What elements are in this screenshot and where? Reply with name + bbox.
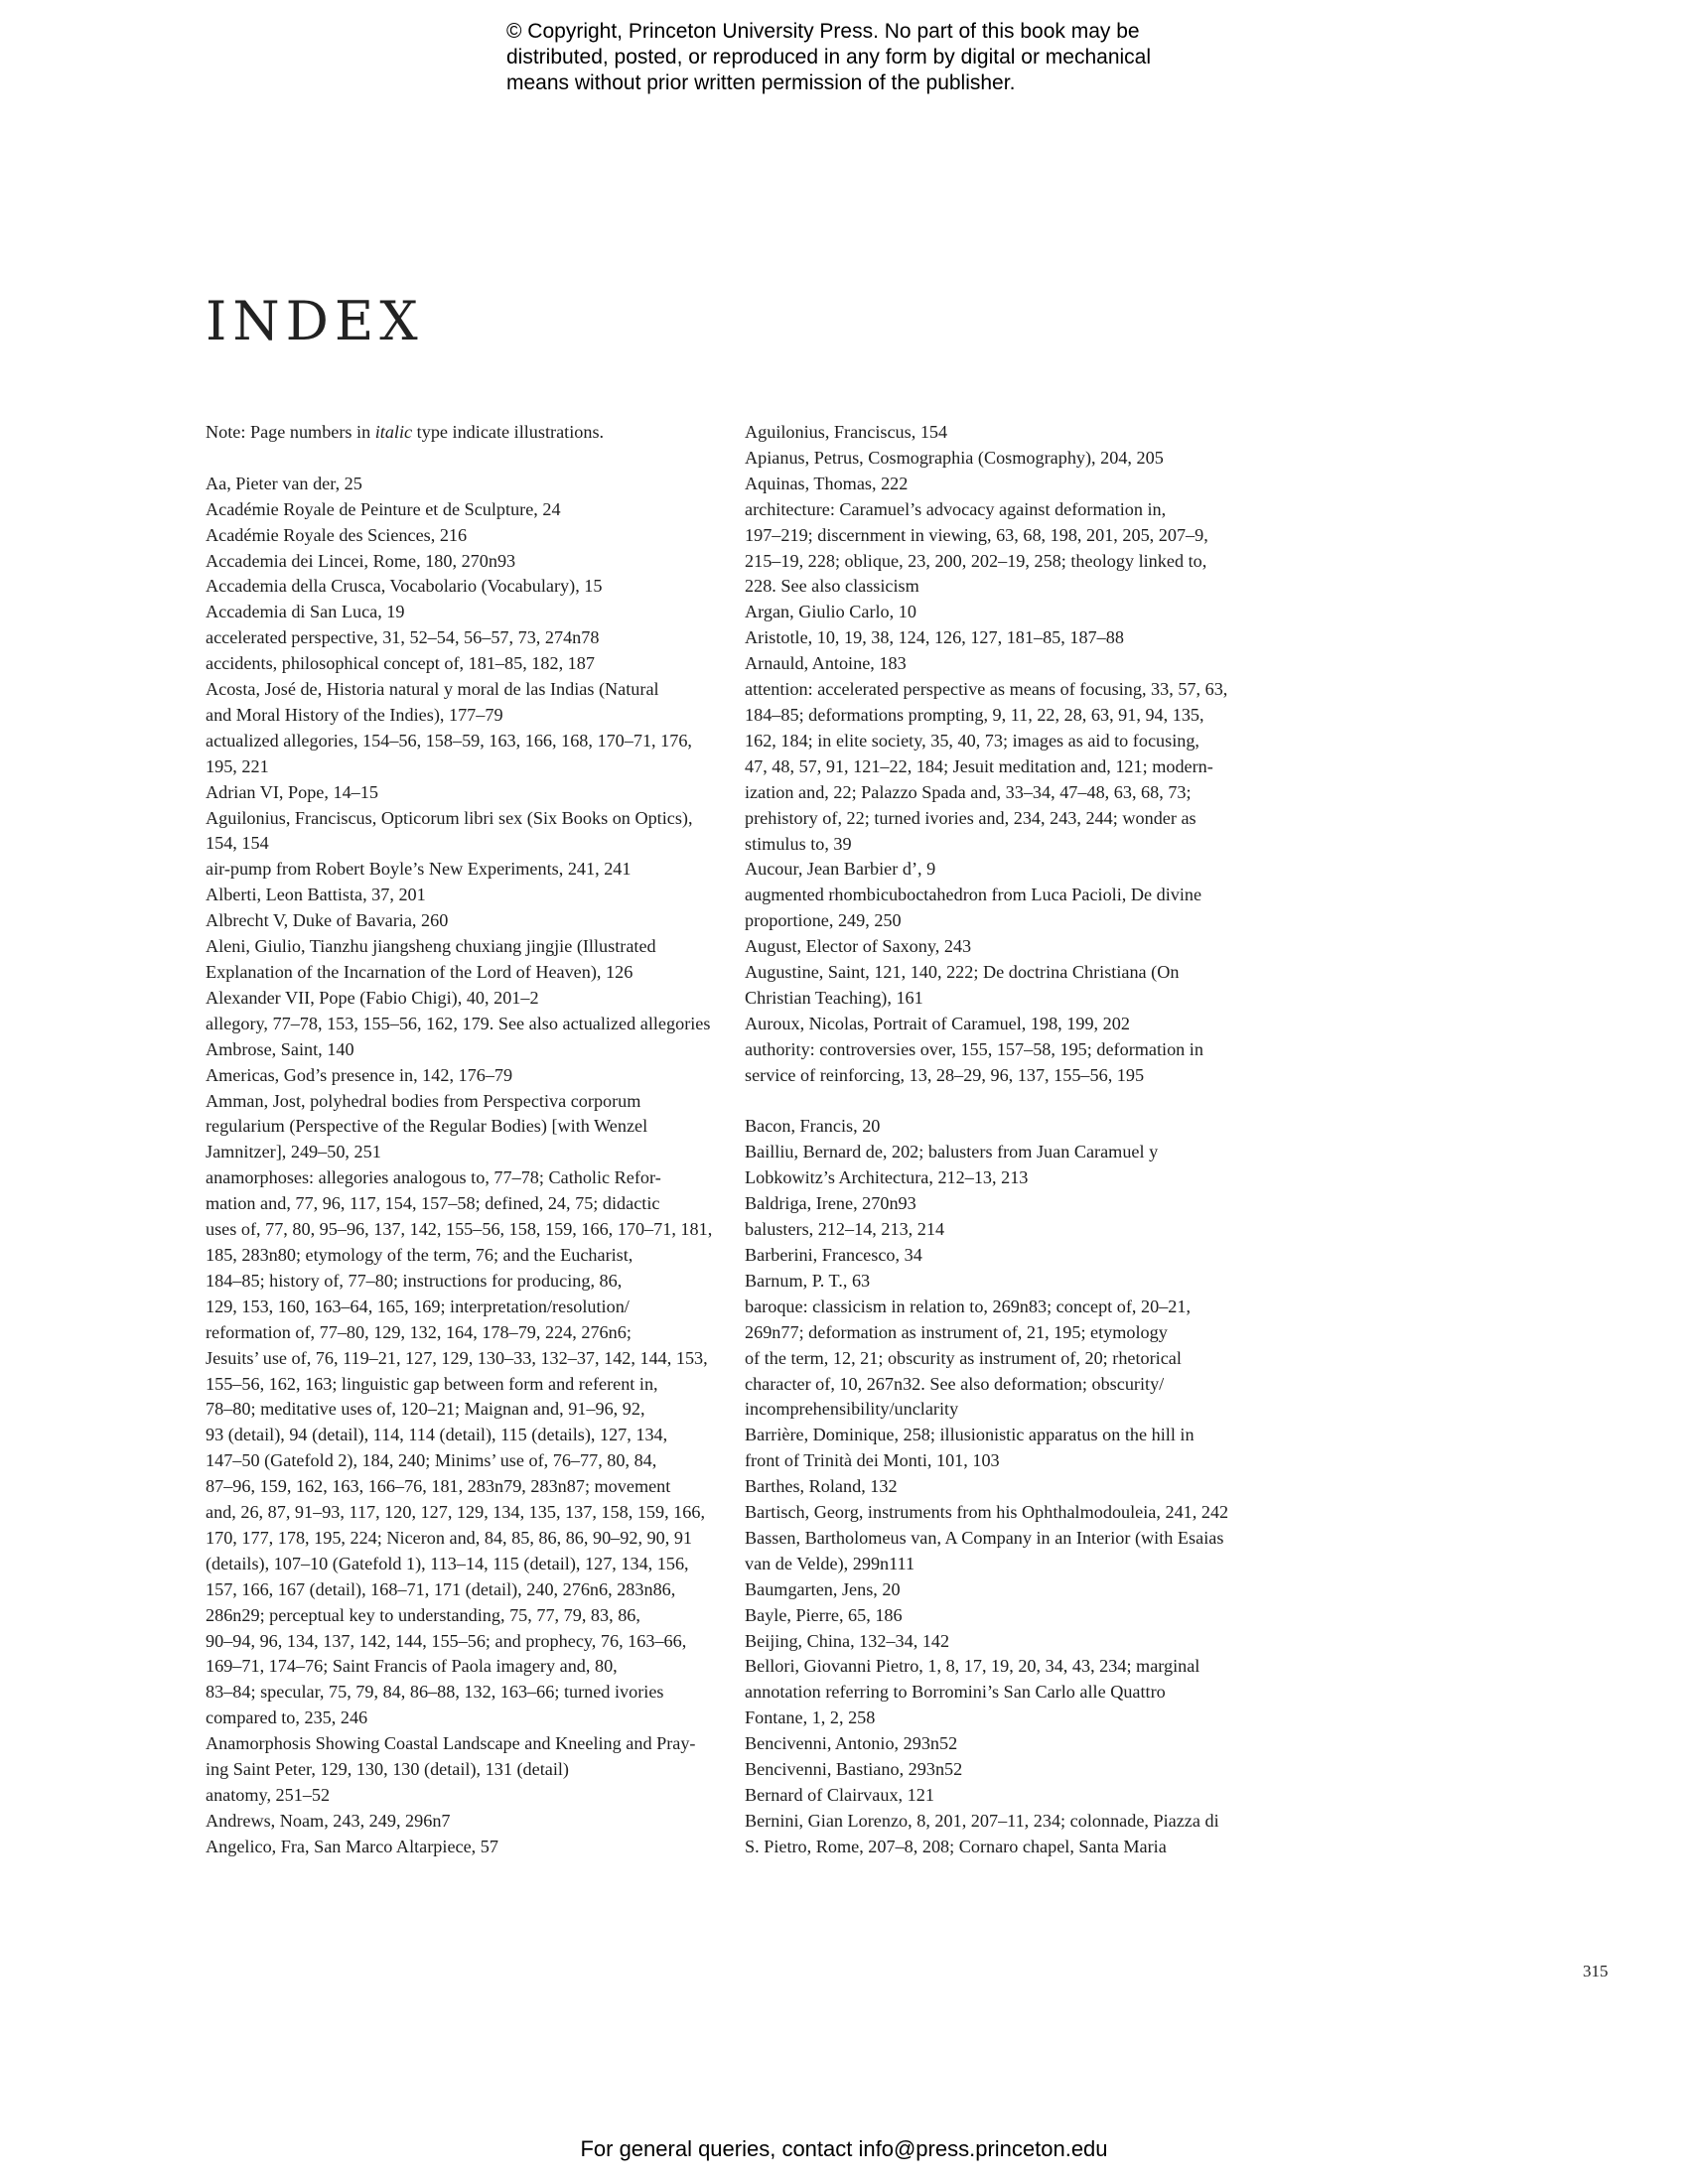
index-entry-line: Aucour, Jean Barbier d’, 9 (745, 859, 936, 880)
index-entry (745, 1037, 1251, 1089)
index-entry (206, 1037, 702, 1063)
index-entry-line: balusters, 212–14, 213, 214 (745, 1219, 945, 1240)
index-entry-line: 184–85; history of, 77–80; instructions for producing, 86, (206, 1270, 623, 1291)
index-note (206, 420, 702, 446)
index-entry-line: 185, 283n80; etymology of the term, 76; and the Eucharist, (206, 1244, 633, 1265)
index-entry (745, 1757, 1251, 1783)
index-entry-line: attention: accelerated perspective as means of focusing, 33, 57, 63, (745, 679, 1228, 700)
index-entry-line: incomprehensibility/unclarity (745, 1399, 959, 1420)
index-entry-line: S. Pietro, Rome, 207–8, 208; Cornaro chapel, Santa Maria (745, 1836, 1167, 1856)
index-entry (206, 625, 702, 651)
index-list-right (745, 420, 1251, 1860)
index-entry-line: 155–56, 162, 163; linguistic gap between form and referent in, (206, 1373, 658, 1394)
index-entry-line: Accademia di San Luca, 19 (206, 602, 405, 622)
index-entry (206, 908, 702, 934)
index-entry-line: 147–50 (Gatefold 2), 184, 240; Minims’ use of, 76–77, 80, 84, (206, 1450, 657, 1471)
index-column-left (206, 420, 713, 1860)
index-entry (206, 986, 702, 1012)
index-entry-line: Christian Teaching), 161 (745, 987, 923, 1008)
index-entry (206, 883, 702, 908)
index-entry-line: Bartisch, Georg, instruments from his Ophthalmodouleia, 241, 242 (745, 1502, 1229, 1523)
index-entry-line: 87–96, 159, 162, 163, 166–76, 181, 283n79, 283n87; movement (206, 1476, 671, 1497)
note-prefix: Note: Page numbers in (206, 422, 375, 442)
index-entry-line: Alexander VII, Pope (Fabio Chigi), 40, 201–2 (206, 987, 539, 1008)
index-list-left (206, 472, 713, 1860)
index-entry-line: 90–94, 96, 134, 137, 142, 144, 155–56; and prophecy, 76, 163–66, (206, 1630, 687, 1651)
index-entry (206, 780, 702, 806)
index-entry-line: 170, 177, 178, 195, 224; Niceron and, 84, 85, 86, 86, 90–92, 90, 91 (206, 1527, 693, 1548)
index-entry (745, 1526, 1251, 1577)
index-entry-line: 184–85; deformations prompting, 9, 11, 22, 28, 63, 91, 94, 135, (745, 704, 1204, 725)
index-entry-line: 157, 166, 167 (detail), 168–71, 171 (detail), 240, 276n6, 283n86, (206, 1578, 676, 1599)
index-entry-line: and, 26, 87, 91–93, 117, 120, 127, 129, 134, 135, 137, 158, 159, 166, (206, 1502, 706, 1523)
copyright-line: means without prior written permission of the publisher. (506, 71, 1016, 94)
index-entry-line: Bailliu, Bernard de, 202; balusters from Juan Caramuel y (745, 1142, 1159, 1162)
index-entry-line: Barrière, Dominique, 258; illusionistic apparatus on the hill in (745, 1425, 1195, 1445)
index-entry-line: Aguilonius, Franciscus, Opticorum libri sex (Six Books on Optics), (206, 807, 693, 828)
copyright-line: © Copyright, Princeton University Press. No part of this book may be (506, 20, 1140, 43)
index-entry-line: Accademia dei Lincei, Rome, 180, 270n93 (206, 550, 516, 571)
index-entry-line: Albrecht V, Duke of Bavaria, 260 (206, 910, 449, 931)
index-entry (745, 1500, 1251, 1526)
index-entry-line: Americas, God’s presence in, 142, 176–79 (206, 1064, 513, 1085)
index-entry-line: Fontane, 1, 2, 258 (745, 1707, 876, 1728)
index-entry (206, 1089, 702, 1166)
index-entry (745, 1295, 1251, 1424)
index-entry-line: anamorphoses: allegories analogous to, 77–78; Catholic Refor- (206, 1167, 661, 1188)
index-entry (206, 549, 702, 575)
index-entry-line: Auroux, Nicolas, Portrait of Caramuel, 198, 199, 202 (745, 1013, 1130, 1033)
index-entry (745, 1603, 1251, 1629)
note-suffix: type indicate illustrations. (412, 422, 605, 442)
index-entry-line: 197–219; discernment in viewing, 63, 68, 198, 201, 205, 207–9, (745, 524, 1208, 545)
index-entry (745, 1731, 1251, 1757)
index-entry-line: Bacon, Francis, 20 (745, 1116, 881, 1137)
index-entry-line: Argan, Giulio Carlo, 10 (745, 602, 916, 622)
index-entry (745, 1474, 1251, 1500)
index-entry (206, 857, 702, 883)
index-entry-line: 93 (detail), 94 (detail), 114, 114 (detail), 115 (details), 127, 134, (206, 1425, 668, 1445)
index-entry-line: (details), 107–10 (Gatefold 1), 113–14, 115 (detail), 127, 134, 156, (206, 1553, 689, 1573)
index-entry (745, 600, 1251, 625)
index-entry (206, 729, 702, 780)
index-entry (745, 1191, 1251, 1217)
letter-group-spacer (745, 1089, 1251, 1115)
index-entry-line: Aguilonius, Franciscus, 154 (745, 422, 948, 442)
index-entry-line: 269n77; deformation as instrument of, 21, 195; etymology (745, 1321, 1168, 1342)
page-number: 315 (1583, 1962, 1609, 1980)
index-entry-line: stimulus to, 39 (745, 833, 852, 854)
footer-contact: For general queries, contact info@press.princeton.edu (580, 2136, 1108, 2161)
index-entry (745, 446, 1251, 472)
index-entry-line: 47, 48, 57, 91, 121–22, 184; Jesuit meditation and, 121; modern- (745, 755, 1213, 776)
index-entry-line: Alberti, Leon Battista, 37, 201 (206, 885, 426, 905)
index-entry (206, 574, 702, 600)
index-entry-line: Barnum, P. T., 63 (745, 1270, 871, 1291)
index-column-right (745, 420, 1251, 1860)
index-entry (745, 1114, 1251, 1140)
index-entry-line: Jesuits’ use of, 76, 119–21, 127, 129, 130–33, 132–37, 142, 144, 153, (206, 1347, 708, 1368)
copyright-line: distributed, posted, or reproduced in any form by digital or mechanical (506, 46, 1152, 68)
index-entry (206, 677, 702, 729)
index-entry-line: 228. See also classicism (745, 576, 919, 597)
index-entry-line: Adrian VI, Pope, 14–15 (206, 781, 378, 802)
index-entry-line: Angelico, Fra, San Marco Altarpiece, 57 (206, 1836, 498, 1856)
index-entry-line: accidents, philosophical concept of, 181–85, 182, 187 (206, 653, 595, 674)
index-entry (206, 1063, 702, 1089)
index-entry-line: annotation referring to Borromini’s San Carlo alle Quattro (745, 1682, 1166, 1703)
index-entry-line: front of Trinità dei Monti, 101, 103 (745, 1450, 1000, 1471)
note-italic: italic (374, 422, 413, 442)
index-entry-line: Explanation of the Incarnation of the Lord of Heaven), 126 (206, 962, 633, 983)
index-entry-line: architecture: Caramuel’s advocacy against deformation in, (745, 498, 1167, 519)
index-entry-line: Acosta, José de, Historia natural y moral de las Indias (Natural (206, 679, 659, 700)
index-entry (206, 497, 702, 523)
index-entry-line: accelerated perspective, 31, 52–54, 56–57, 73, 274n78 (206, 627, 600, 648)
index-entry-line: Bayle, Pierre, 65, 186 (745, 1604, 903, 1625)
index-entry-line: Amman, Jost, polyhedral bodies from Perspectiva corporum (206, 1090, 641, 1111)
index-entry-line: Aleni, Giulio, Tianzhu jiangsheng chuxiang jingjie (Illustrated (206, 936, 656, 957)
index-entry-line: 162, 184; in elite society, 35, 40, 73; images as aid to focusing, (745, 730, 1199, 751)
index-entry-line: Bencivenni, Antonio, 293n52 (745, 1733, 958, 1754)
index-entry (206, 600, 702, 625)
index-entry-line: 129, 153, 160, 163–64, 165, 169; interpretation/resolution/ (206, 1296, 630, 1316)
index-entry-line: Académie Royale des Sciences, 216 (206, 524, 468, 545)
index-entry-line: Barberini, Francesco, 34 (745, 1244, 922, 1265)
index-entry (206, 1809, 702, 1835)
index-entry-line: Accademia della Crusca, Vocabolario (Vocabulary), 15 (206, 576, 603, 597)
index-entry (745, 1809, 1251, 1860)
index-entry-line: 195, 221 (206, 755, 269, 776)
index-entry (745, 1577, 1251, 1603)
index-entry (206, 472, 702, 497)
index-entry-line: Bassen, Bartholomeus van, A Company in an Interior (with Esaias (745, 1527, 1224, 1548)
index-entry-line: regularium (Perspective of the Regular Bodies) [with Wenzel (206, 1116, 648, 1137)
index-entry (745, 1654, 1251, 1731)
index-entry-line: character of, 10, 267n32. See also deformation; obscurity/ (745, 1373, 1165, 1394)
index-entry-line: mation and, 77, 96, 117, 154, 157–58; defined, 24, 75; didactic (206, 1193, 660, 1214)
index-entry (745, 1783, 1251, 1809)
index-entry (206, 651, 702, 677)
index-entry-line: 215–19, 228; oblique, 23, 200, 202–19, 258; theology linked to, (745, 550, 1207, 571)
index-entry-line: prehistory of, 22; turned ivories and, 234, 243, 244; wonder as (745, 807, 1196, 828)
index-entry-line: anatomy, 251–52 (206, 1785, 331, 1806)
index-entry-line: Jamnitzer], 249–50, 251 (206, 1142, 381, 1162)
index-entry-line: 83–84; specular, 75, 79, 84, 86–88, 132, 163–66; turned ivories (206, 1682, 664, 1703)
spacer (206, 446, 702, 472)
index-entry-line: Lobkowitz’s Architectura, 212–13, 213 (745, 1167, 1029, 1188)
index-entry (206, 1835, 702, 1860)
index-entry-line: allegory, 77–78, 153, 155–56, 162, 179. See also actualized allegories (206, 1013, 711, 1033)
index-entry-line: service of reinforcing, 13, 28–29, 96, 137, 155–56, 195 (745, 1064, 1145, 1085)
index-entry (745, 472, 1251, 497)
index-entry-line: Baumgarten, Jens, 20 (745, 1578, 901, 1599)
index-entry (745, 1629, 1251, 1655)
index-entry-line: ization and, 22; Palazzo Spada and, 33–34, 47–48, 63, 68, 73; (745, 781, 1192, 802)
index-entry-line: Aquinas, Thomas, 222 (745, 473, 909, 493)
index-entry (745, 1012, 1251, 1037)
index-entry (206, 1012, 711, 1037)
index-entry-line: reformation of, 77–80, 129, 132, 164, 178–79, 224, 276n6; (206, 1321, 632, 1342)
index-entry (745, 625, 1251, 651)
copyright-notice (506, 19, 1261, 96)
index-entry (206, 1731, 702, 1783)
index-entry-line: compared to, 235, 246 (206, 1707, 368, 1728)
index-entry (206, 806, 702, 858)
index-entry-line: proportione, 249, 250 (745, 910, 902, 931)
index-entry-line: Bencivenni, Bastiano, 293n52 (745, 1759, 963, 1780)
index-entry (745, 857, 1251, 883)
index-entry (745, 1217, 1251, 1243)
index-entry-line: van de Velde), 299n111 (745, 1553, 915, 1573)
index-entry (745, 677, 1251, 857)
index-entry-line: Barthes, Roland, 132 (745, 1476, 898, 1497)
index-entry-line: Arnauld, Antoine, 183 (745, 653, 907, 674)
index-entry-line: Anamorphosis Showing Coastal Landscape and Kneeling and Pray- (206, 1733, 696, 1754)
page-title: INDEX (206, 290, 424, 352)
index-entry (745, 420, 1251, 446)
index-entry-line: 286n29; perceptual key to understanding, 75, 77, 79, 83, 86, (206, 1604, 640, 1625)
index-entry-line: Ambrose, Saint, 140 (206, 1038, 354, 1059)
index-entry-line: 169–71, 174–76; Saint Francis of Paola imagery and, 80, (206, 1656, 618, 1677)
index-entry (745, 960, 1251, 1012)
index-entry-line: Baldriga, Irene, 270n93 (745, 1193, 916, 1214)
index-entry-line: Beijing, China, 132–34, 142 (745, 1630, 950, 1651)
index-entry-line: Bernard of Clairvaux, 121 (745, 1785, 934, 1806)
index-entry (745, 497, 1251, 601)
index-entry-line: actualized allegories, 154–56, 158–59, 163, 166, 168, 170–71, 176, (206, 730, 692, 751)
index-entry-line: Aa, Pieter van der, 25 (206, 473, 362, 493)
index-entry-line: Bernini, Gian Lorenzo, 8, 201, 207–11, 234; colonnade, Piazza di (745, 1810, 1219, 1831)
index-entry (206, 523, 702, 549)
index-entry-line: 78–80; meditative uses of, 120–21; Maignan and, 91–96, 92, (206, 1399, 645, 1420)
index-entry (745, 1140, 1251, 1191)
index-entry-line: of the term, 12, 21; obscurity as instrument of, 20; rhetorical (745, 1347, 1182, 1368)
index-entry (206, 934, 702, 986)
index-entry-line: Aristotle, 10, 19, 38, 124, 126, 127, 181–85, 187–88 (745, 627, 1124, 648)
index-entry-line: Académie Royale de Peinture et de Sculpture, 24 (206, 498, 561, 519)
index-entry-line: and Moral History of the Indies), 177–79 (206, 704, 503, 725)
index-entry-line: augmented rhombicuboctahedron from Luca Pacioli, De divine (745, 885, 1202, 905)
index-entry (745, 1269, 1251, 1295)
index-entry-line: Augustine, Saint, 121, 140, 222; De doctrina Christiana (On (745, 962, 1180, 983)
index-entry (745, 1423, 1251, 1474)
index-entry-line: uses of, 77, 80, 95–96, 137, 142, 155–56, 158, 159, 166, 170–71, 181, (206, 1219, 713, 1240)
index-entry-line: Andrews, Noam, 243, 249, 296n7 (206, 1810, 451, 1831)
index-entry-line: Bellori, Giovanni Pietro, 1, 8, 17, 19, 20, 34, 43, 234; marginal (745, 1656, 1200, 1677)
index-entry (206, 1165, 713, 1731)
index-entry (745, 1243, 1251, 1269)
index-entry (745, 883, 1251, 934)
index-entry-line: 154, 154 (206, 833, 269, 854)
index-entry-line: Apianus, Petrus, Cosmographia (Cosmography), 204, 205 (745, 447, 1164, 468)
index-entry-line: air-pump from Robert Boyle’s New Experiments, 241, 241 (206, 859, 632, 880)
index-entry (206, 1783, 702, 1809)
index-entry (745, 651, 1251, 677)
index-entry-line: baroque: classicism in relation to, 269n83; concept of, 20–21, (745, 1296, 1192, 1316)
index-entry (745, 934, 1251, 960)
index-entry-line: August, Elector of Saxony, 243 (745, 936, 972, 957)
index-entry-line: ing Saint Peter, 129, 130, 130 (detail), 131 (detail) (206, 1759, 569, 1780)
index-entry-line: authority: controversies over, 155, 157–58, 195; deformation in (745, 1038, 1203, 1059)
